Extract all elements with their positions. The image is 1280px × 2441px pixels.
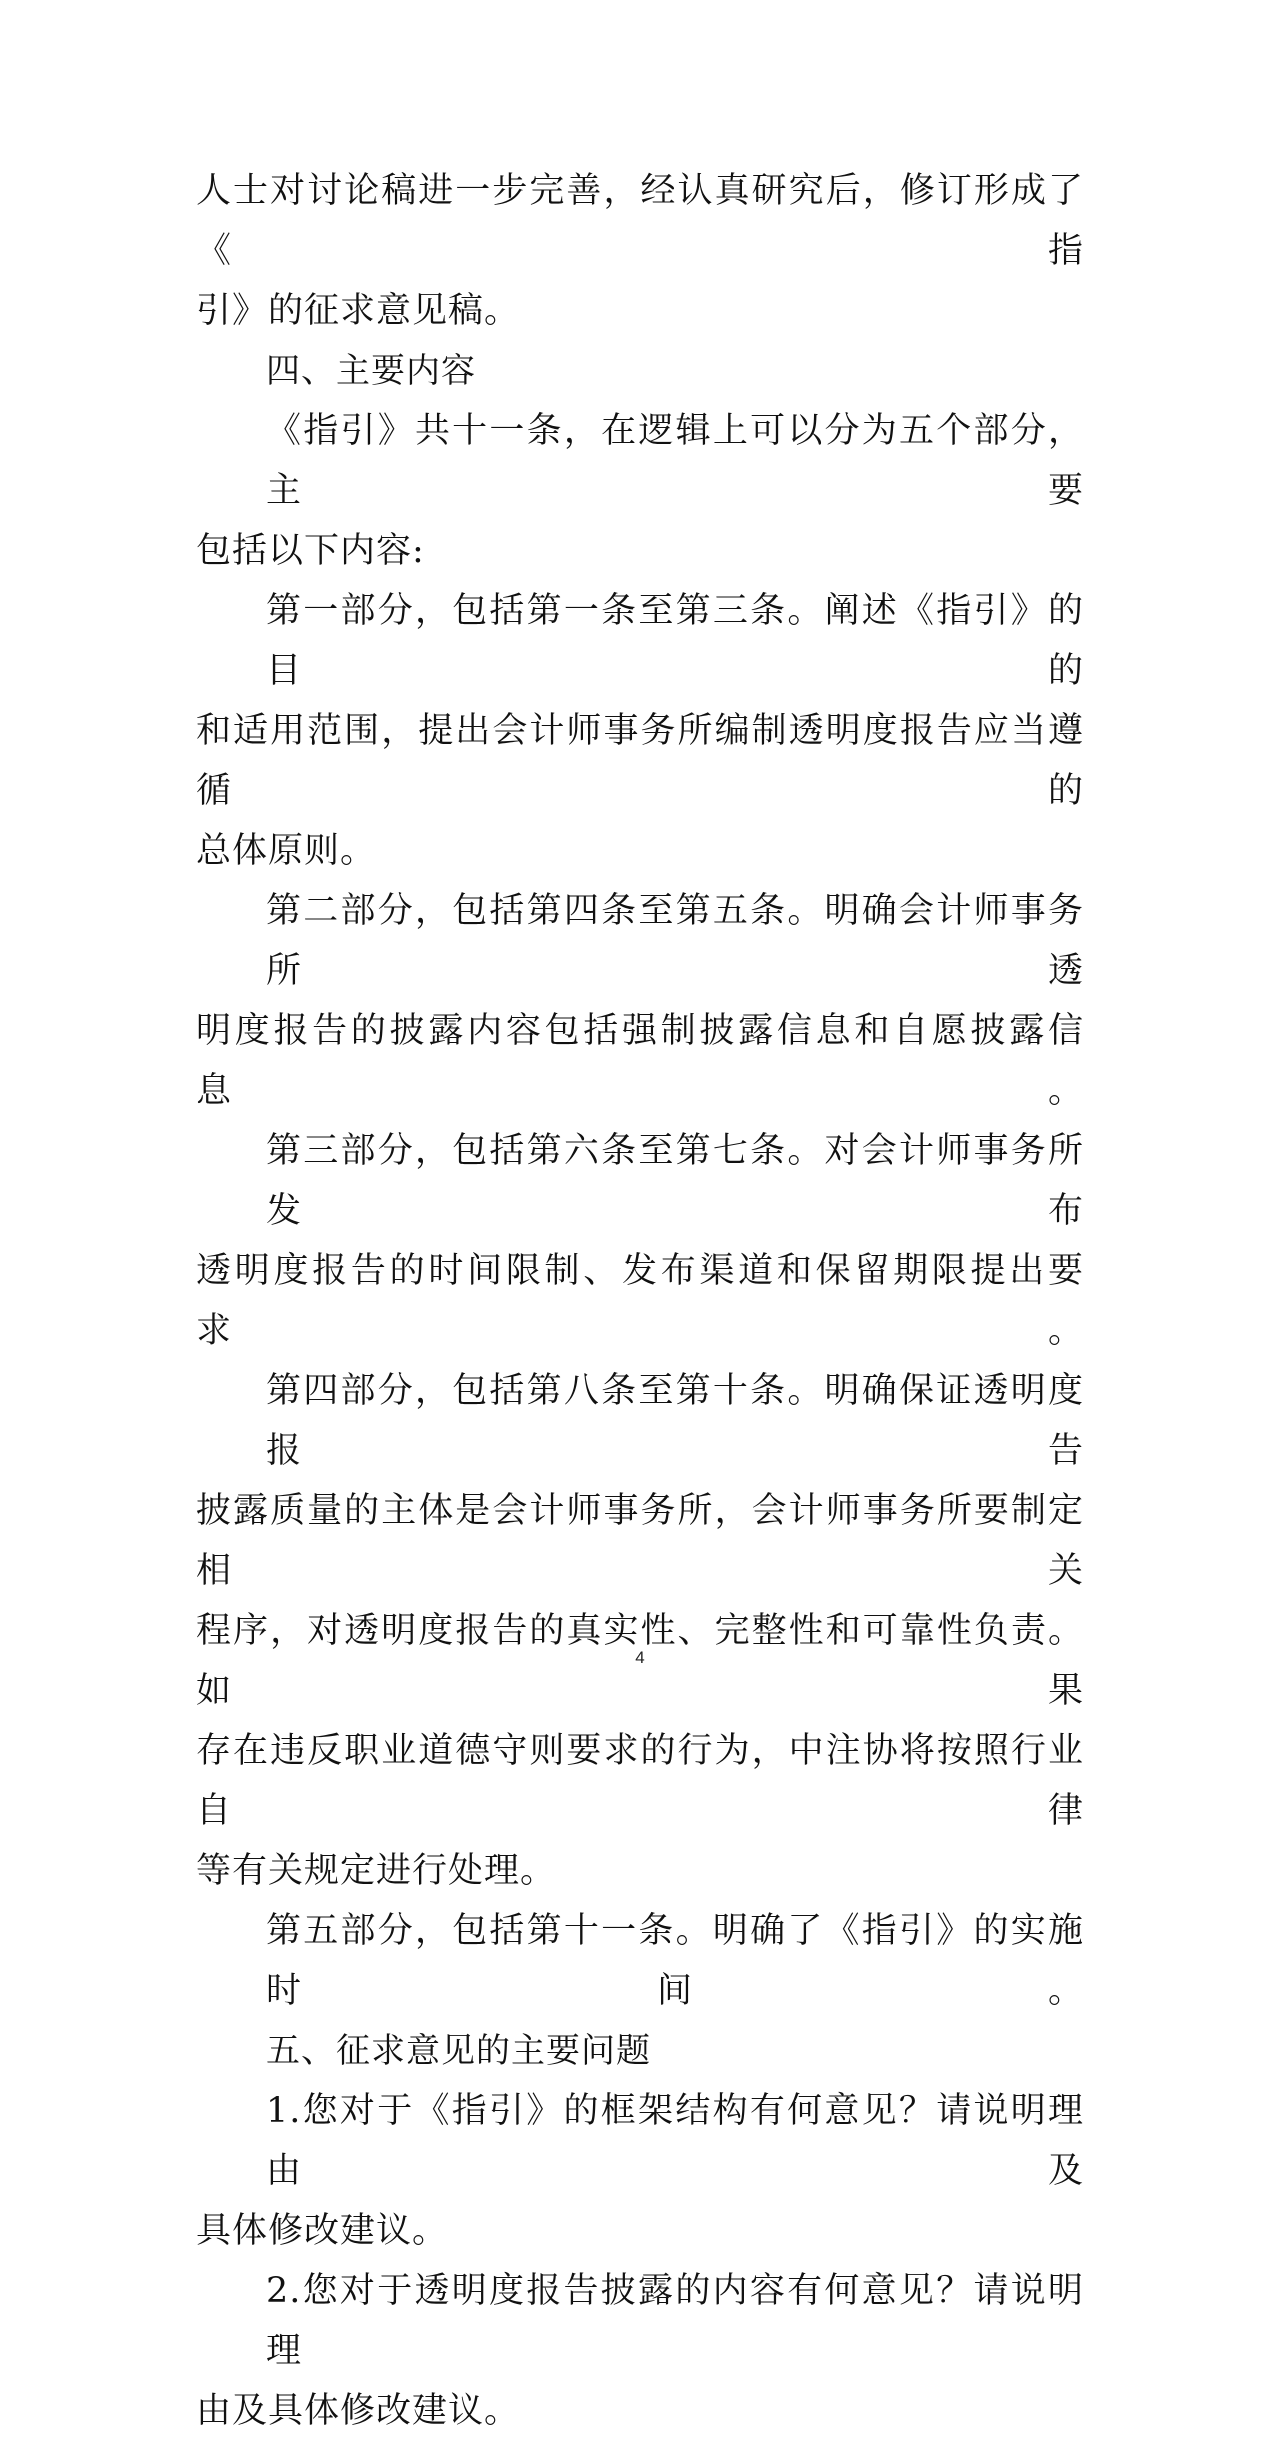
body-line: 第一部分，包括第一条至第三条。阐述《指引》的目的 <box>266 591 1084 691</box>
body-line: 第三部分，包括第六条至第七条。对会计师事务所发布 <box>266 1131 1084 1231</box>
body-line: 披露质量的主体是会计师事务所，会计师事务所要制定相关 <box>196 1491 1084 1591</box>
body-line: 引》的征求意见稿。 <box>196 291 521 331</box>
body-line: 第四部分，包括第八条至第十条。明确保证透明度报告 <box>266 1371 1084 1471</box>
body-line: 总体原则。 <box>196 831 377 871</box>
body-line: 明度报告的披露内容包括强制披露信息和自愿披露信息。 <box>196 1011 1084 1111</box>
body-line: 第五部分，包括第十一条。明确了《指引》的实施时间。 <box>266 1911 1084 2011</box>
body-line: 程序，对透明度报告的真实性、完整性和可靠性负责。如果 <box>196 1611 1084 1711</box>
body-line: 第二部分，包括第四条至第五条。明确会计师事务所透 <box>266 891 1084 991</box>
page-number: 4 <box>635 1648 645 1667</box>
body-line: 具体修改建议。 <box>196 2211 449 2251</box>
body-line: 人士对讨论稿进一步完善，经认真研究后，修订形成了《指 <box>196 171 1084 271</box>
section-heading: 五、征求意见的主要问题 <box>266 2031 651 2071</box>
body-line: 和适用范围，提出会计师事务所编制透明度报告应当遵循的 <box>196 711 1084 811</box>
body-line: 由及具体修改建议。 <box>196 2391 521 2431</box>
section-heading: 四、主要内容 <box>266 351 476 391</box>
body-line: 2.您对于透明度报告披露的内容有何意见？请说明理 <box>266 2271 1084 2371</box>
body-line: 等有关规定进行处理。 <box>196 1851 557 1891</box>
body-line: 透明度报告的时间限制、发布渠道和保留期限提出要求。 <box>196 1251 1084 1351</box>
body-line: 存在违反职业道德守则要求的行为，中注协将按照行业自律 <box>196 1731 1084 1831</box>
body-line: 《指引》共十一条，在逻辑上可以分为五个部分，主要 <box>266 411 1084 511</box>
body-line: 包括以下内容: <box>196 531 425 571</box>
body-line: 1.您对于《指引》的框架结构有何意见？请说明理由及 <box>266 2091 1084 2191</box>
document-page <box>196 161 1084 2441</box>
